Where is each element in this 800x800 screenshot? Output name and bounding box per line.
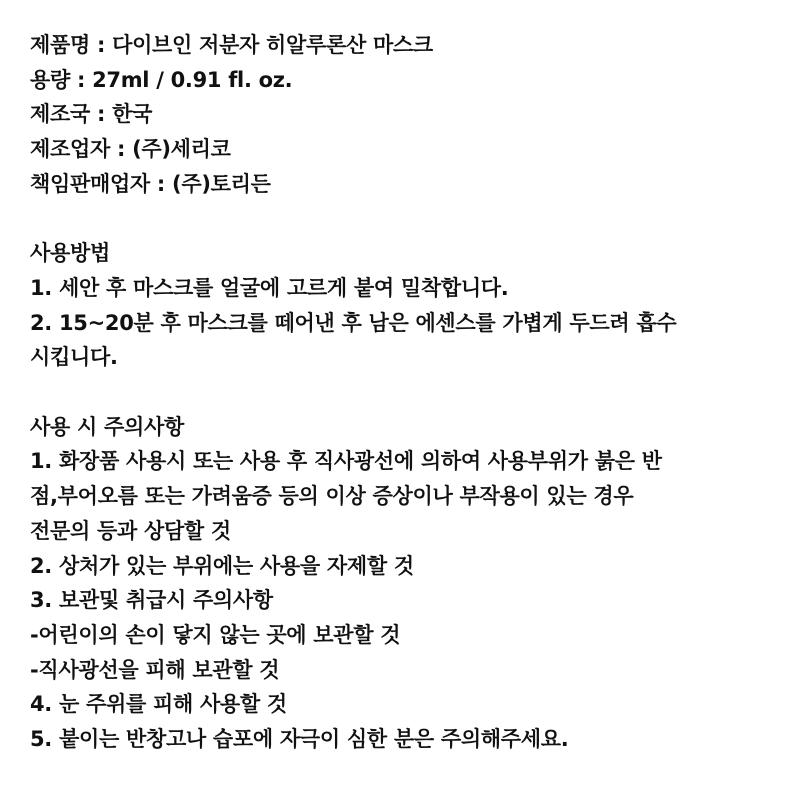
seller-line: 책임판매업자 : (주)토리든 [30,171,271,196]
caution-item-3-sub-1: -어린이의 손이 닿지 않는 곳에 보관할 것 [30,622,401,647]
caution-item-4: 4. 눈 주위를 피해 사용할 것 [30,692,287,717]
product-info-document [30,28,780,757]
usage-step-1: 1. 세안 후 마스크를 얼굴에 고르게 붙여 밀착합니다. [30,275,509,300]
caution-item-3: 3. 보관및 취급시 주의사항 [30,588,273,613]
section-spacer [30,375,780,410]
caution-item-2: 2. 상처가 있는 부위에는 사용을 자제할 것 [30,553,414,578]
caution-item-5: 5. 붙이는 반창고나 습포에 자극이 심한 분은 주의해주세요. [30,727,569,752]
volume-line: 용량 : 27ml / 0.91 fl. oz. [30,67,293,92]
product-name-line: 제품명 : 다이브인 저분자 히알루론산 마스크 [30,33,433,57]
caution-item-3-sub-2: -직사광선을 피해 보관할 것 [30,657,280,682]
cautions-heading: 사용 시 주의사항 [30,414,184,439]
usage-step-2-line-2: 시킵니다. [30,345,118,370]
manufacturer-line: 제조업자 : (주)세리코 [30,137,231,162]
caution-item-1-line-3: 전문의 등과 상담할 것 [30,518,231,543]
usage-heading: 사용방법 [30,241,110,266]
caution-item-1-line-2: 점,부어오름 또는 가려움증 등의 이상 증상이나 부작용이 있는 경우 [30,484,634,509]
country-line: 제조국 : 한국 [30,102,153,127]
usage-step-2-line-1: 2. 15~20분 후 마스크를 떼어낸 후 남은 에센스를 가볍게 두드려 흡수 [30,310,677,335]
section-spacer [30,202,780,237]
caution-item-1-line-1: 1. 화장품 사용시 또는 사용 후 직사광선에 의하여 사용부위가 붉은 반 [30,449,662,474]
